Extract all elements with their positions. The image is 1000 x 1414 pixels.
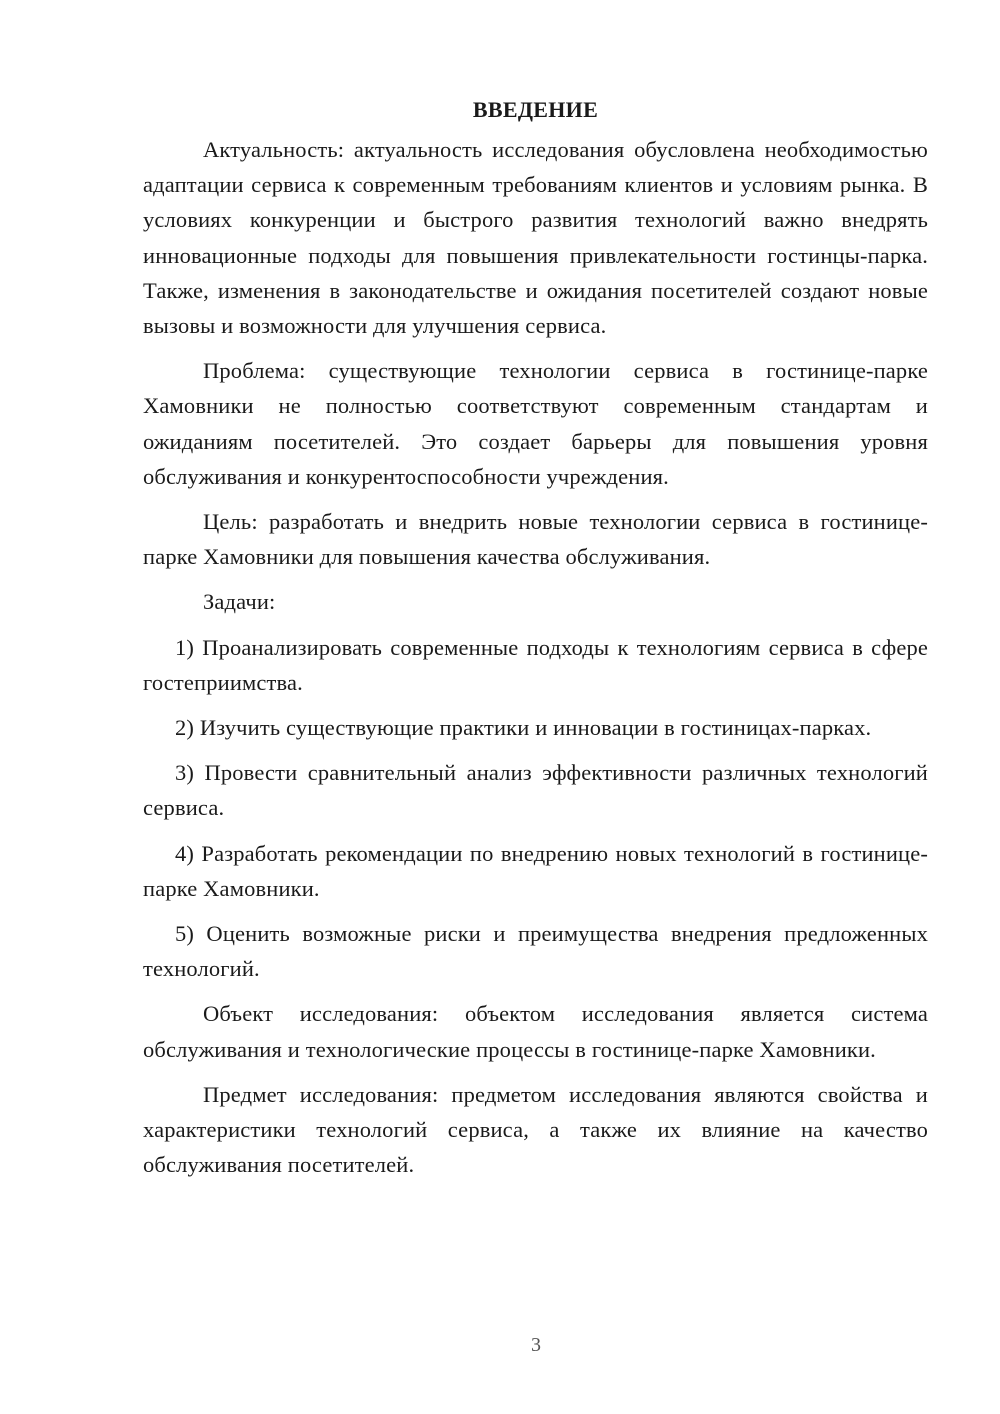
tasks-label: Задачи: <box>203 589 276 615</box>
page-number: 3 <box>531 1334 541 1356</box>
paragraph-goal: Цель: разработать и внедрить новые технологии сервиса в гостинице-парке Хамовники для повышения качества обслуживания. <box>143 509 928 570</box>
list-item: 1) Проанализировать современные подходы к технологиям сервиса в сфере гостеприимства. <box>143 634 928 695</box>
paragraph-subject: Предмет исследования: предметом исследования являются свойства и характеристики технологий сервиса, а также их влияние на качество обслуживания посетителей. <box>143 1081 928 1178</box>
list-item: 2) Изучить существующие практики и инновации в гостиницах-парках. <box>175 715 872 741</box>
tasks-list <box>143 630 928 987</box>
list-item: 5) Оценить возможные риски и преимущества внедрения предложенных технологий. <box>143 921 928 982</box>
list-item: 4) Разработать рекомендации по внедрению новых технологий в гостинице-парке Хамовники. <box>143 840 928 901</box>
document-page <box>143 92 928 1192</box>
list-item: 3) Провести сравнительный анализ эффективности различных технологий сервиса. <box>143 760 928 821</box>
paragraph-problem: Проблема: существующие технологии сервиса в гостинице-парке Хамовники не полностью соответствуют современным стандартам и ожиданиям посетителей. Это создает барьеры для повышения уровня обслуживания и конкурентоспособности учреждения. <box>143 358 928 489</box>
document-heading: ВВЕДЕНИЕ <box>472 97 599 122</box>
paragraph-object: Объект исследования: объектом исследования является система обслуживания и технологические процессы в гостинице-парке Хамовники. <box>143 1001 928 1062</box>
paragraph-relevance: Актуальность: актуальность исследования обусловлена необходимостью адаптации сервиса к современным требованиям клиентов и условиям рынка. В условиях конкуренции и быстрого развития технологий важно внедрять инновационные подходы для повышения привлекательности гостинцы-парка. Также, изменения в законодательстве и ожидания посетителей создают новые вызовы и возможности для улучшения сервиса. <box>143 137 928 339</box>
